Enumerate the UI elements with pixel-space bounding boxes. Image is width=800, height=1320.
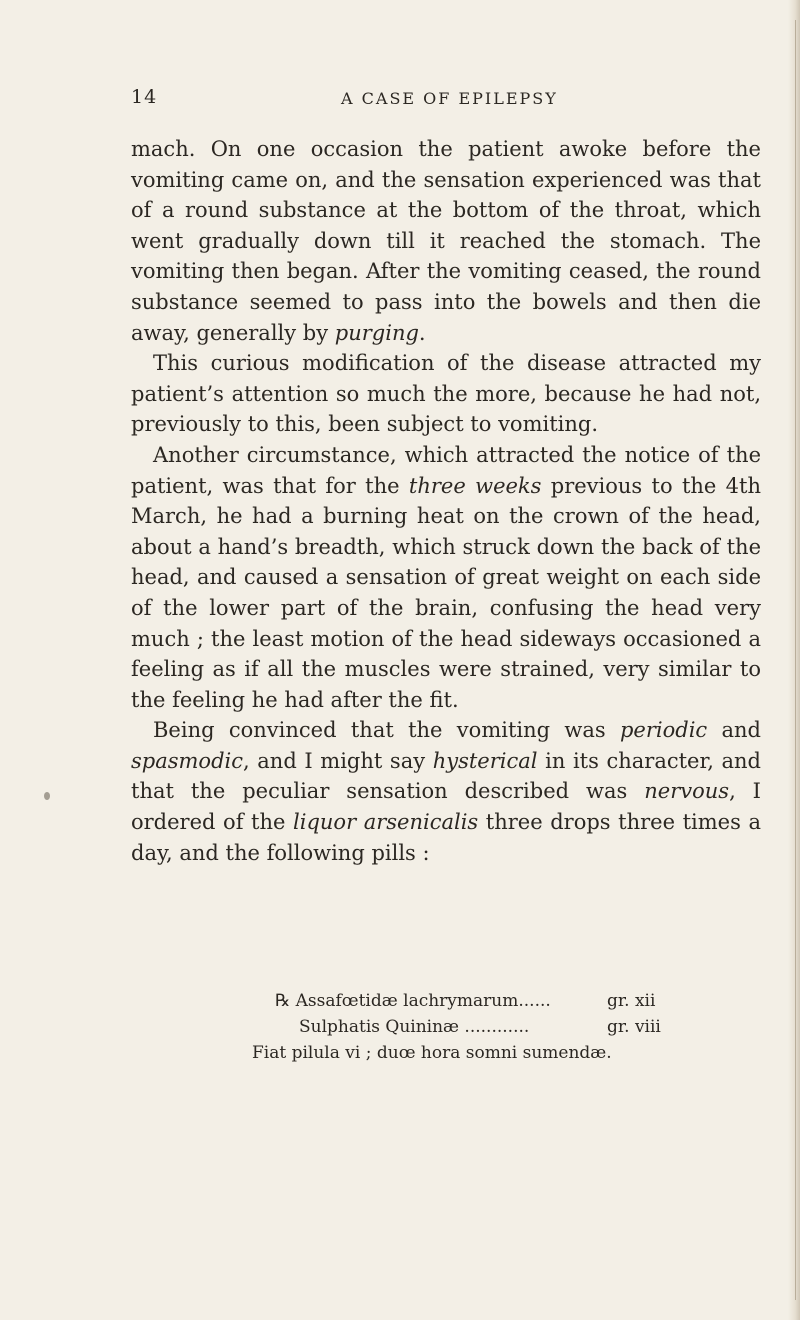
prescription-dose: gr. xii bbox=[607, 991, 656, 1011]
italic-spasmodic: spasmodic bbox=[131, 748, 243, 773]
paragraph-4-text-e: , I ordered of the bbox=[131, 779, 761, 835]
paragraph-4-text-b: and bbox=[707, 718, 761, 743]
italic-liquor-arsenicalis: liquor arsenicalis bbox=[293, 810, 479, 835]
prescription-line bbox=[131, 988, 761, 1014]
paragraph-2 bbox=[131, 348, 761, 440]
page-edge-line bbox=[795, 20, 796, 1300]
prescription-ingredient: Sulphatis Quininæ ............ bbox=[299, 1017, 530, 1037]
italic-purging: purging bbox=[334, 320, 419, 345]
prescription-dose: gr. viii bbox=[607, 1017, 661, 1037]
body-text bbox=[131, 134, 761, 868]
italic-nervous: nervous bbox=[644, 779, 730, 804]
paragraph-4-text-d: in its character, and that the peculiar sensation described was bbox=[131, 748, 761, 804]
paragraph-3 bbox=[131, 440, 761, 715]
paragraph-4-text-a: Being convinced that the vomiting was bbox=[153, 718, 620, 743]
page-number: 14 bbox=[131, 86, 158, 108]
running-head: A CASE OF EPILEPSY bbox=[341, 89, 558, 108]
paragraph-3-text-b: previous to the 4th March, he had a burning heat on the crown of the head, about a hand’s breadth, which struck down the back of the head, and caused a sensation of great weight on each side of the lower part of the brain, confusing the head very much ; the least motion of the head sideways occasioned a feeling as if all the muscles were strained, very similar to the feeling he had after the fit. bbox=[131, 473, 762, 712]
paragraph-1-text: mach. On one occasion the patient awoke before the vomiting came on, and the sensation experienced was that of a round substance at the bottom of the throat, which went gradually down till it reached the stomach. The vomiting then began. After the vomiting ceased, the round substance seemed to pass into the bowels and then die away, generally by bbox=[131, 137, 761, 345]
paragraph-1 bbox=[131, 134, 761, 348]
italic-hysterical: hysterical bbox=[432, 748, 538, 773]
prescription-directions-line bbox=[131, 1040, 761, 1066]
prescription-line bbox=[131, 1014, 761, 1040]
prescription-directions: Fiat pilula vi ; duœ hora somni sumendæ. bbox=[252, 1043, 612, 1063]
italic-periodic: periodic bbox=[619, 718, 708, 743]
paragraph-3-text-a: Another circumstance, which attracted the notice of the patient, was that for the bbox=[131, 442, 761, 498]
print-smudge bbox=[44, 792, 50, 800]
page-edge bbox=[788, 0, 800, 1320]
paragraph-4 bbox=[131, 715, 761, 868]
paragraph-2-text: This curious modification of the disease attracted my patient’s attention so much the more, because he had not, previously to this, been subject to vomiting. bbox=[131, 351, 761, 437]
page-header bbox=[131, 86, 761, 112]
prescription-ingredient: ℞ Assafœtidæ lachrymarum...... bbox=[275, 991, 551, 1011]
italic-three-weeks: three weeks bbox=[408, 473, 542, 498]
prescription bbox=[131, 988, 761, 1066]
paragraph-4-text-c: , and I might say bbox=[243, 748, 433, 773]
paragraph-4-text-f: three drops three times a day, and the following pills : bbox=[131, 810, 761, 865]
paragraph-1-end: . bbox=[418, 320, 426, 345]
